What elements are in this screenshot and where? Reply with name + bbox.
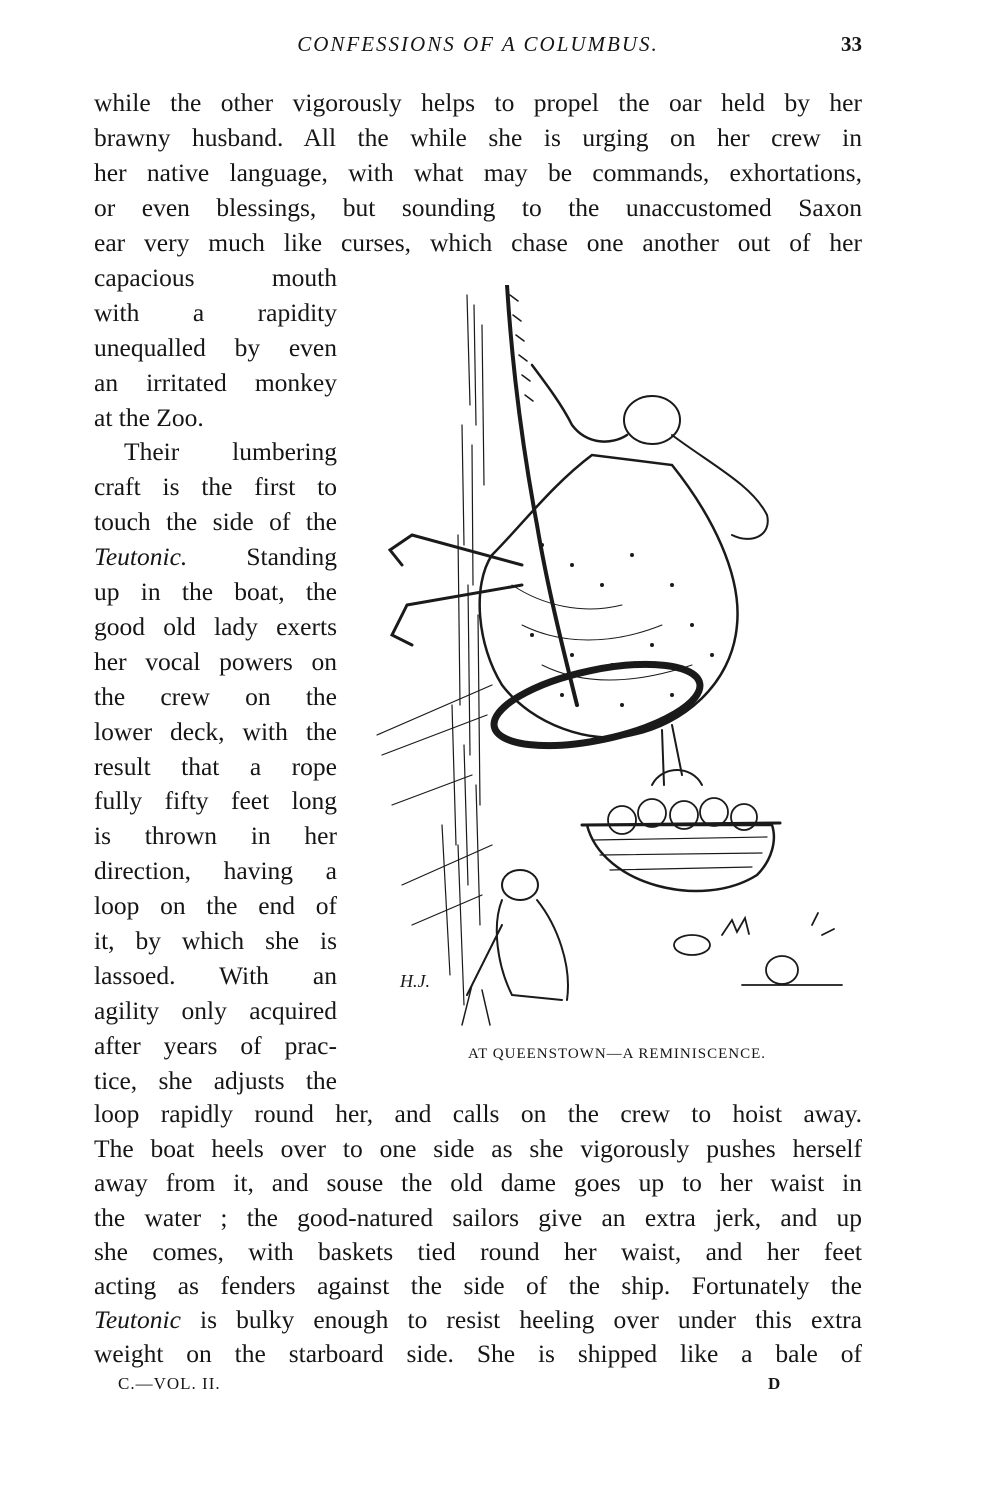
text-line: an irritated monkey bbox=[94, 368, 337, 397]
ship-name: Teutonic bbox=[94, 1305, 181, 1334]
text-line: capacious mouth bbox=[94, 263, 337, 292]
text-line: loop rapidly round her, and calls on the crew to hoist away. bbox=[94, 1099, 862, 1128]
running-title: CONFESSIONS OF A COLUMBUS. bbox=[297, 32, 659, 56]
text-line-with-ship-name bbox=[94, 1303, 862, 1337]
rope bbox=[507, 285, 577, 705]
basket bbox=[582, 770, 780, 891]
text-line: tice, she adjusts the bbox=[94, 1066, 337, 1095]
paragraph-start-line: Their lumbering bbox=[124, 437, 337, 466]
text-line: after years of prac- bbox=[94, 1031, 337, 1060]
running-head bbox=[94, 32, 862, 62]
text-line: loop on the end of bbox=[94, 891, 337, 920]
text-line: lassoed. With an bbox=[94, 961, 337, 990]
text-line: direction, having a bbox=[94, 856, 337, 885]
text-line: her vocal powers on bbox=[94, 647, 337, 676]
woman-legs bbox=[390, 535, 522, 645]
text-line: agility only acquired bbox=[94, 996, 337, 1025]
text-line: weight on the starboard side. She is shipped like a bale of bbox=[94, 1339, 862, 1368]
text-line-with-ship-name bbox=[94, 540, 337, 574]
text-line: lower deck, with the bbox=[94, 717, 337, 746]
text-line: it, by which she is bbox=[94, 926, 337, 955]
text-fragment: is bulky enough to resist heeling over under this extra bbox=[200, 1305, 862, 1334]
text-line: good old lady exerts bbox=[94, 612, 337, 641]
illustration-caption: AT QUEENSTOWN—A REMINISCENCE. bbox=[467, 1046, 767, 1062]
page-number: 33 bbox=[841, 32, 862, 56]
text-line: away from it, and souse the old dame goes up to her waist in bbox=[94, 1168, 862, 1197]
text-line: while the other vigorously helps to propel the oar held by her bbox=[94, 88, 862, 117]
signature-mark: C.—VOL. II. bbox=[118, 1374, 221, 1393]
text-line: result that a rope bbox=[94, 752, 337, 781]
text-line: her native language, with what may be commands, exhortations, bbox=[94, 158, 862, 187]
sailor-figure bbox=[462, 870, 568, 1025]
text-line: fully fifty feet long bbox=[94, 786, 337, 815]
text-line: acting as fenders against the side of the ship. Fortunately the bbox=[94, 1271, 862, 1300]
text-line: ear very much like curses, which chase one another out of her bbox=[94, 228, 862, 257]
ship-name: Teutonic. bbox=[94, 542, 188, 571]
text-line: with a rapidity bbox=[94, 298, 337, 327]
text-line: or even blessings, but sounding to the unaccustomed Saxon bbox=[94, 193, 862, 222]
ship-hull-hatching bbox=[377, 295, 492, 1005]
splash-debris bbox=[674, 913, 842, 985]
text-line: up in the boat, the bbox=[94, 577, 337, 606]
text-line: brawny husband. All the while she is urging on her crew in bbox=[94, 123, 862, 152]
text-line: unequalled by even bbox=[94, 333, 337, 362]
text-line: is thrown in her bbox=[94, 821, 337, 850]
text-line: touch the side of the bbox=[94, 507, 337, 536]
text-line: the crew on the bbox=[94, 682, 337, 711]
signature-letter: D bbox=[768, 1374, 781, 1393]
text-line: at the Zoo. bbox=[94, 403, 204, 432]
artist-monogram: H.J. bbox=[400, 971, 430, 991]
engraving-illustration bbox=[372, 285, 862, 1030]
woman-head bbox=[624, 396, 680, 444]
text-fragment: Standing bbox=[246, 542, 337, 571]
text-line: the water ; the good-natured sailors give an extra jerk, and up bbox=[94, 1203, 862, 1232]
text-line: The boat heels over to one side as she vigorously pushes herself bbox=[94, 1134, 862, 1163]
text-line: she comes, with baskets tied round her waist, and her feet bbox=[94, 1237, 862, 1266]
text-line: craft is the first to bbox=[94, 472, 337, 501]
